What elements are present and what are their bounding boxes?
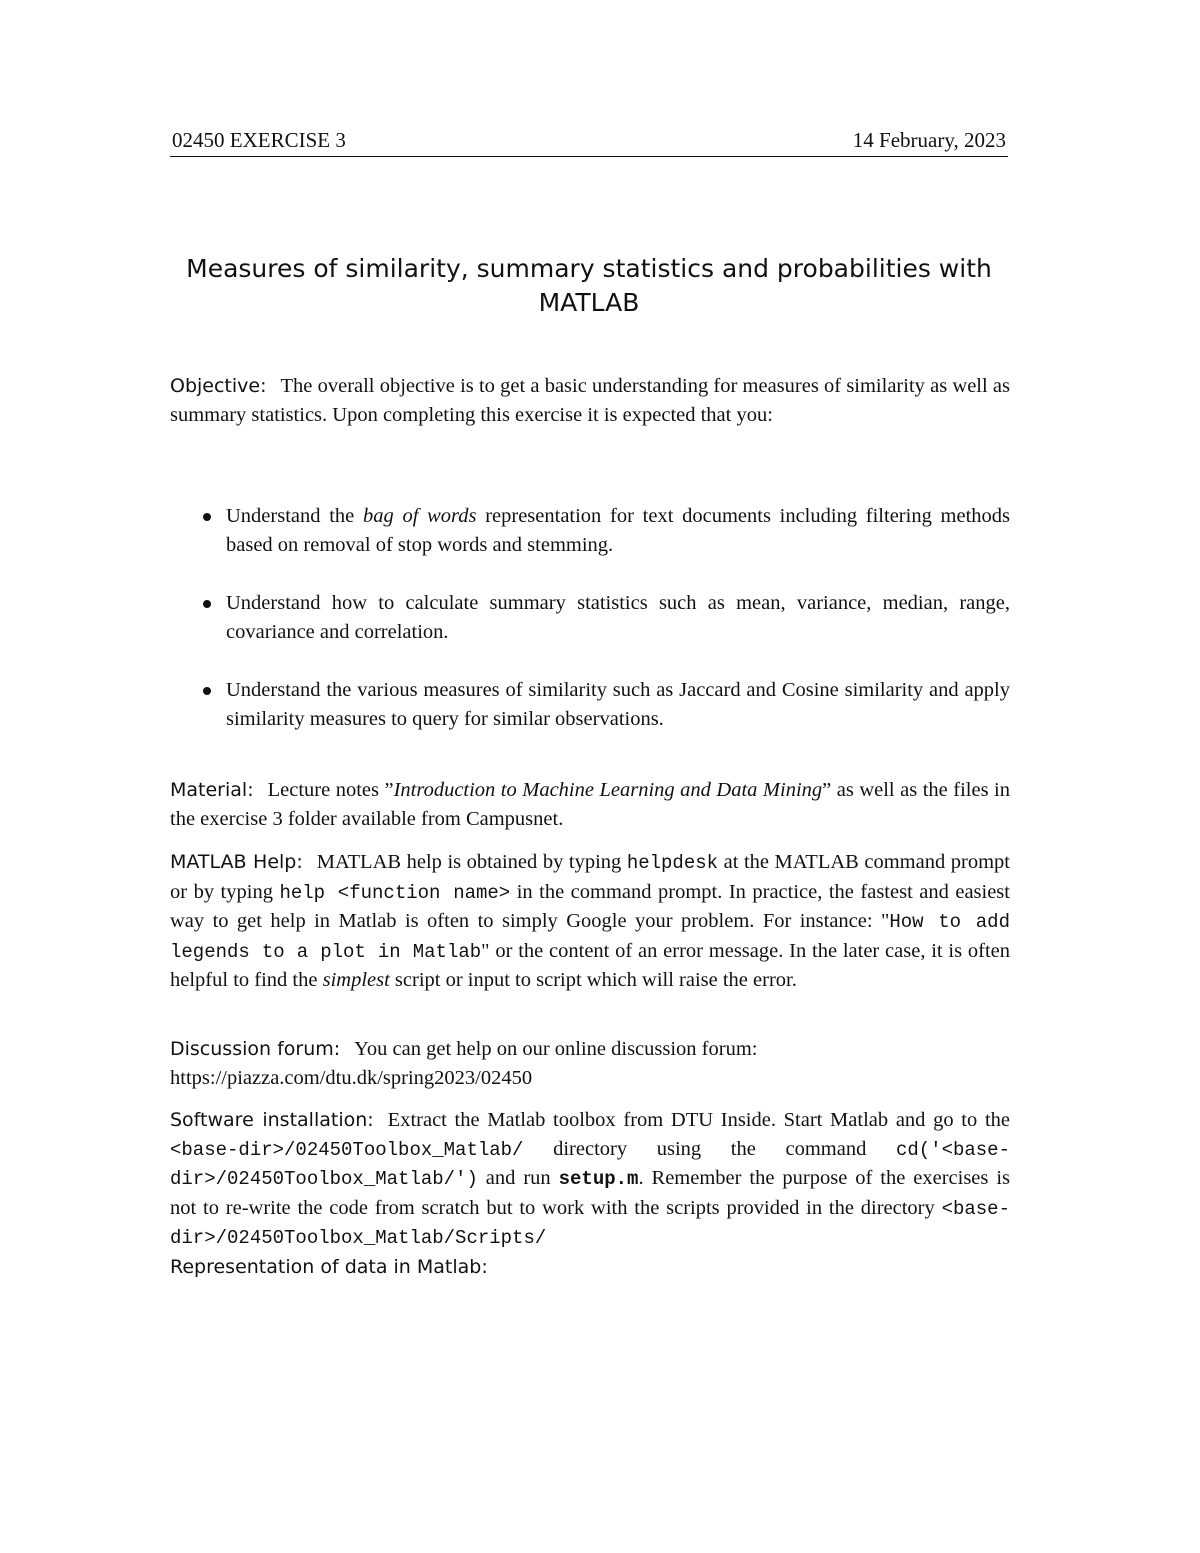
matlab-help-paragraph: MATLAB Help: MATLAB help is obtained by typing helpdesk at the MATLAB command prompt or by typing help <function name> in the command prompt. In practice, the fastest and easiest way to get help in Matlab is often to simply Google your problem. For instance: "How to add legends to a plot in Matlab" or the content of an error message. In the later case, it is often helpful to find the simplest script or input to script which will raise the error. (170, 851, 1010, 992)
objective-paragraph (170, 372, 1010, 429)
code-cd-command: cd('<base-dir>/02450Toolbox_Matlab/') (170, 1138, 1010, 1191)
header-date: 14 February, 2023 (852, 128, 1006, 152)
code-help-function: help <function name> (279, 881, 511, 904)
forum-url-link[interactable]: https://piazza.com/dtu.dk/spring2023/02450 (170, 1066, 533, 1089)
software-installation-label: Software installation: (170, 1109, 374, 1131)
course-exercise-label: 02450 EXERCISE 3 (172, 128, 346, 152)
objective-label: Objective: (170, 375, 267, 397)
software-installation-paragraph: Software installation: Extract the Matlab toolbox from DTU Inside. Start Matlab and go to the <base-dir>/02450Toolbox_Matlab/ directory using the command cd('<base-dir>/02450Toolbox_Matlab/') and run setup.m. Remember the purpose of the exercises is not to re-write the code from scratch but to work with the scripts provided in the directory <base-dir>/02450Toolbox_Matlab/Scripts/ Representation of data in Matlab: (170, 1109, 1010, 1278)
code-google-query: How to add legends to a plot in Matlab (170, 911, 1010, 963)
bullet-icon (203, 687, 211, 695)
list-item: Understand how to calculate summary statistics such as mean, variance, median, range, covariance and correlation. (170, 589, 1010, 646)
title-line-2: MATLAB (538, 288, 640, 317)
list-item: Understand the various measures of similarity such as Jaccard and Cosine similarity and apply similarity measures to query for similar observations. (170, 676, 1010, 733)
bullet-icon (203, 600, 211, 608)
code-helpdesk: helpdesk (626, 852, 719, 874)
objective-text: The overall objective is to get a basic understanding for measures of similarity as well as summary statistics. Upon completing this exercise it is expected that you: (170, 375, 1010, 426)
representation-label: Representation of data in Matlab: (170, 1255, 488, 1278)
title-line-1: Measures of similarity, summary statistics and probabilities with (186, 254, 992, 283)
code-scripts-dir: <base-dir>/02450Toolbox_Matlab/Scripts/ (170, 1197, 1010, 1250)
emphasis-bag-of-words: bag of words (362, 505, 477, 527)
forum-label: Discussion forum: (170, 1038, 341, 1060)
matlab-help-label: MATLAB Help: (170, 851, 303, 873)
forum-paragraph: Discussion forum: You can get help on our online discussion forum: https://piazza.com/dtu.dk/spring2023/02450 (170, 1038, 758, 1089)
emphasis-simplest: simplest (322, 969, 390, 992)
material-label: Material: (170, 779, 254, 801)
code-setup-file: setup.m (558, 1168, 639, 1191)
lecture-notes-title: Introduction to Machine Learning and Data Mining (393, 779, 823, 801)
document-title (170, 252, 1008, 320)
bullet-icon (203, 513, 211, 521)
list-item: Understand the bag of words representation for text documents including filtering methods based on removal of stop words and stemming. (170, 502, 1010, 559)
page-header (170, 128, 1008, 157)
code-toolbox-dir: <base-dir>/02450Toolbox_Matlab/ (170, 1138, 524, 1161)
material-paragraph: Material: Lecture notes ”Introduction to Machine Learning and Data Mining” as well as the files in the exercise 3 folder available from Campusnet. (170, 779, 1010, 830)
